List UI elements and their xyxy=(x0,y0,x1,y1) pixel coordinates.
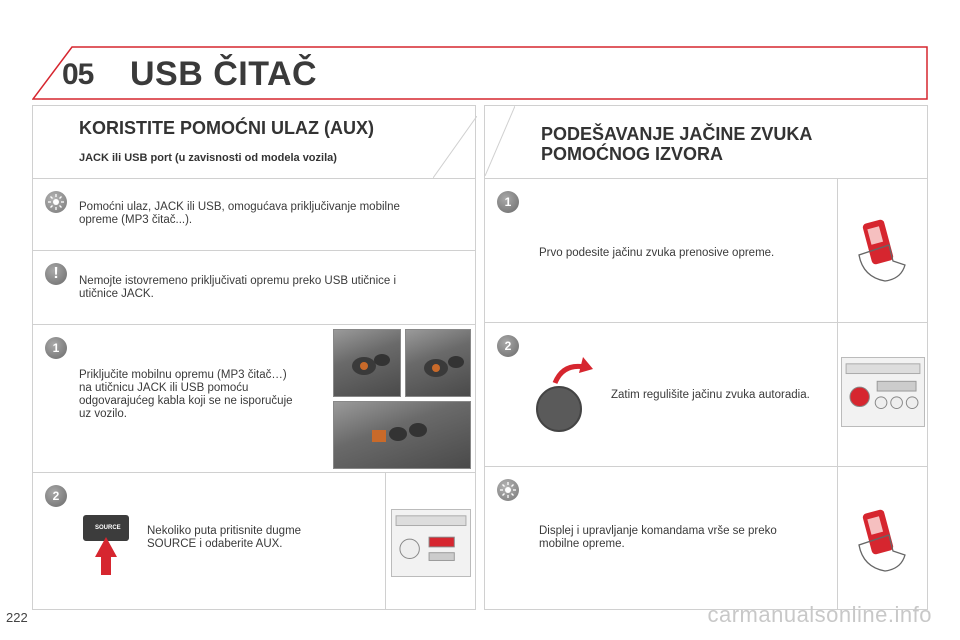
right-step-2-divider xyxy=(837,323,838,467)
source-button-illustration xyxy=(81,513,131,577)
left-item-step-1 xyxy=(33,324,475,472)
page-number: 222 xyxy=(6,610,28,625)
right-step-2-text: Zatim regulišite jačinu zvuka autoradia. xyxy=(611,389,810,401)
right-item-tip xyxy=(485,466,927,609)
right-header-decoration xyxy=(485,106,515,176)
left-section-title: KORISTITE POMOĆNI ULAZ (AUX) xyxy=(79,118,374,138)
sun-icon xyxy=(45,191,67,213)
warning-text: Nemojte istovremeno priključivati opremu preko USB utičnice i utičnice JACK. xyxy=(79,275,397,300)
socket-illustration xyxy=(406,330,471,397)
right-item-step-2 xyxy=(485,322,927,466)
right-step-1-text: Prvo podesite jačinu zvuka prenosive opreme. xyxy=(539,247,775,259)
left-item-tip xyxy=(33,178,475,250)
chapter-number: 05 xyxy=(62,58,94,91)
volume-knob-icon xyxy=(533,353,593,433)
step-badge: 2 xyxy=(497,335,519,357)
step-2-divider xyxy=(385,473,386,610)
watermark: carmanualsonline.info xyxy=(707,602,932,627)
tip-badge xyxy=(497,479,519,501)
tip-text: Pomoćni ulaz, JACK ili USB, omogućava priključivanje mobilne opreme (MP3 čitač...). xyxy=(79,201,400,226)
radio-unit-illustration xyxy=(391,509,471,577)
step-1-text: Priključite mobilnu opremu (MP3 čitač…) na utičnicu JACK ili USB pomoću odgovarajućeg kabla koji se ne isporučuje uz vozilo. xyxy=(79,369,293,420)
page-title: USB ČITAČ xyxy=(130,55,318,93)
left-item-step-2 xyxy=(33,472,475,609)
right-panel xyxy=(484,105,928,610)
source-button-label: SOURCE xyxy=(95,525,121,531)
radio-unit-illustration xyxy=(841,357,925,427)
left-header-decoration xyxy=(433,116,477,178)
jack-port-photo-1 xyxy=(333,329,401,397)
tip-badge xyxy=(45,191,67,213)
right-section-title: PODEŠAVANJE JAČINE ZVUKA POMOĆNOG IZVORA xyxy=(541,124,813,164)
step-badge: 1 xyxy=(45,337,67,359)
left-item-warning xyxy=(33,250,475,324)
step-badge: 2 xyxy=(45,485,67,507)
step-2-text: Nekoliko puta pritisnite dugme SOURCE i odaberite AUX. xyxy=(147,525,302,550)
right-tip-text: Displej i upravljanje komandama vrše se preko mobilne opreme. xyxy=(539,525,777,550)
sun-icon xyxy=(497,479,519,501)
right-step-1-divider xyxy=(837,179,838,323)
left-section-subtitle: JACK ili USB port (u zavisnosti od modela vozila) xyxy=(79,152,337,164)
hand-device-icon xyxy=(849,505,915,575)
warning-badge xyxy=(45,263,67,285)
left-panel xyxy=(32,105,476,610)
right-tip-divider xyxy=(837,467,838,610)
exclamation-icon: ! xyxy=(53,265,59,282)
step-badge: 1 xyxy=(497,191,519,213)
socket-illustration xyxy=(334,402,471,469)
usb-port-photo xyxy=(333,401,471,469)
right-item-step-1 xyxy=(485,178,927,322)
jack-port-photo-2 xyxy=(405,329,471,397)
hand-device-icon xyxy=(849,215,915,285)
socket-illustration xyxy=(334,330,401,397)
